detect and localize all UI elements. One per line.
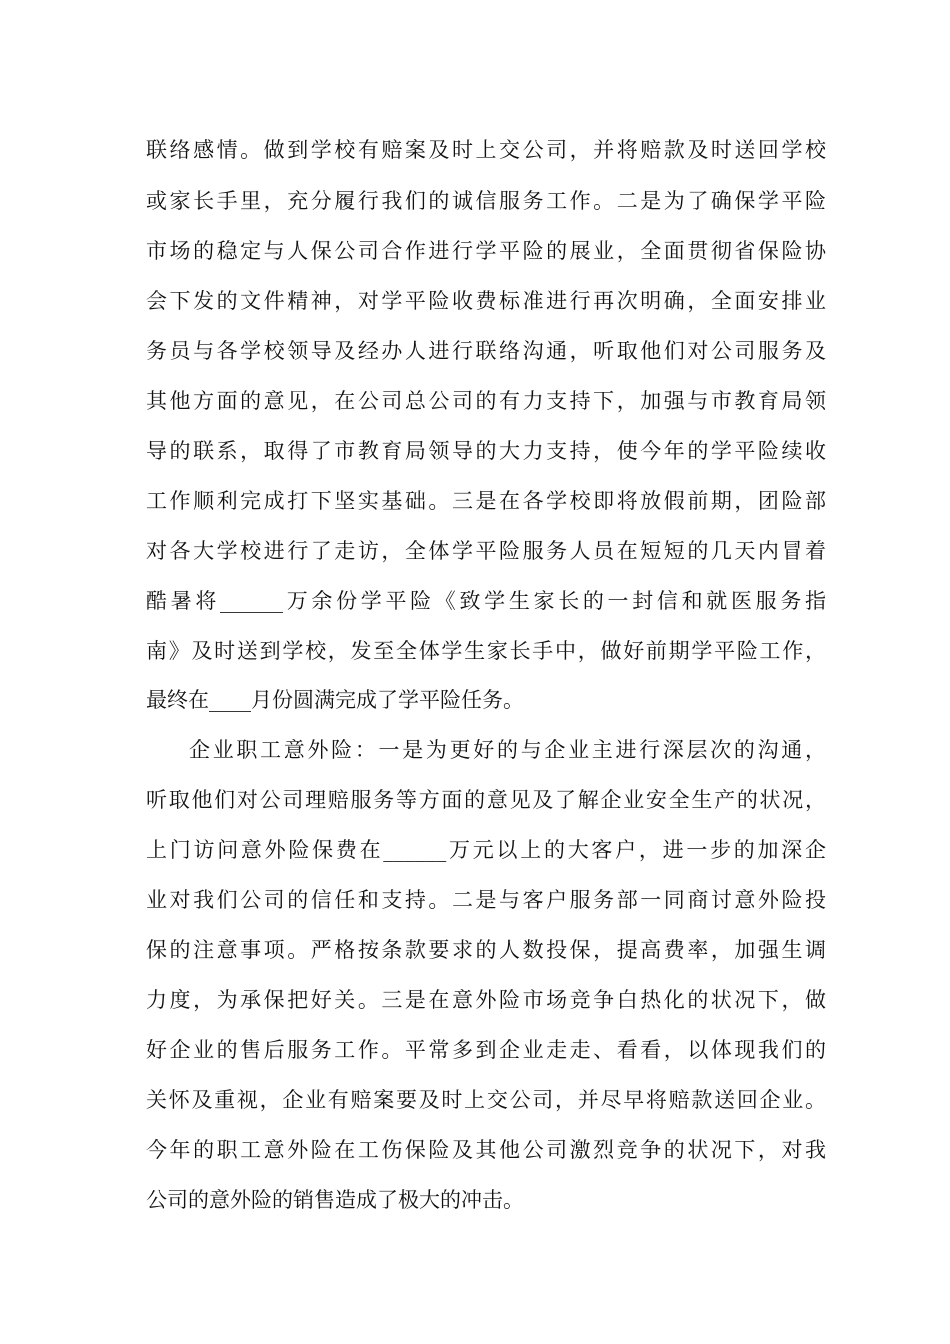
paragraph-1-line-3: 市场的稳定与人保公司合作进行学平险的展业，全面贯彻省保险协 [146,239,826,263]
paragraph-1-line-4: 会下发的文件精神，对学平险收费标准进行再次明确，全面安排业 [146,289,826,313]
paragraph-2-line-7: 好企业的售后服务工作。平常多到企业走走、看看，以体现我们的 [146,1038,826,1062]
paragraph-2-line-6: 力度，为承保把好关。三是在意外险市场竞争白热化的状况下，做 [146,988,826,1012]
paragraph-1-line-10: 酷暑将______万余份学平险《致学生家长的一封信和就医服务指 [146,589,826,613]
paragraph-2-line-5: 保的注意事项。严格按条款要求的人数投保，提高费率，加强生调 [146,938,826,962]
paragraph-1-line-1: 联络感情。做到学校有赔案及时上交公司，并将赔款及时送回学校 [146,138,826,162]
paragraph-1-line-5: 务员与各学校领导及经办人进行联络沟通，听取他们对公司服务及 [146,339,826,363]
paragraph-2-line-4: 业对我们公司的信任和支持。二是与客户服务部一同商讨意外险投 [146,888,826,912]
paragraph-2-line-10: 公司的意外险的销售造成了极大的冲击。 [146,1188,524,1212]
paragraph-1-line-12: 最终在____月份圆满完成了学平险任务。 [146,688,524,712]
paragraph-1-line-2: 或家长手里，充分履行我们的诚信服务工作。二是为了确保学平险 [146,189,826,213]
paragraph-2-line-1: 企业职工意外险：一是为更好的与企业主进行深层次的沟通， [189,738,826,762]
paragraph-2-line-3: 上门访问意外险保费在______万元以上的大客户，进一步的加深企 [146,838,826,862]
paragraph-2-line-8: 关怀及重视，企业有赔案要及时上交公司，并尽早将赔款送回企业。 [146,1088,826,1112]
paragraph-1-line-6: 其他方面的意见，在公司总公司的有力支持下，加强与市教育局领 [146,389,826,413]
paragraph-1-line-8: 工作顺利完成打下坚实基础。三是在各学校即将放假前期，团险部 [146,489,826,513]
paragraph-2-line-9: 今年的职工意外险在工伤保险及其他公司激烈竞争的状况下，对我 [146,1138,826,1162]
paragraph-1-line-11: 南》及时送到学校，发至全体学生家长手中，做好前期学平险工作， [146,639,826,663]
paragraph-1-line-7: 导的联系，取得了市教育局领导的大力支持，使今年的学平险续收 [146,439,826,463]
paragraph-2-line-2: 听取他们对公司理赔服务等方面的意见及了解企业安全生产的状况， [146,788,826,812]
paragraph-1-line-9: 对各大学校进行了走访，全体学平险服务人员在短短的几天内冒着 [146,539,826,563]
